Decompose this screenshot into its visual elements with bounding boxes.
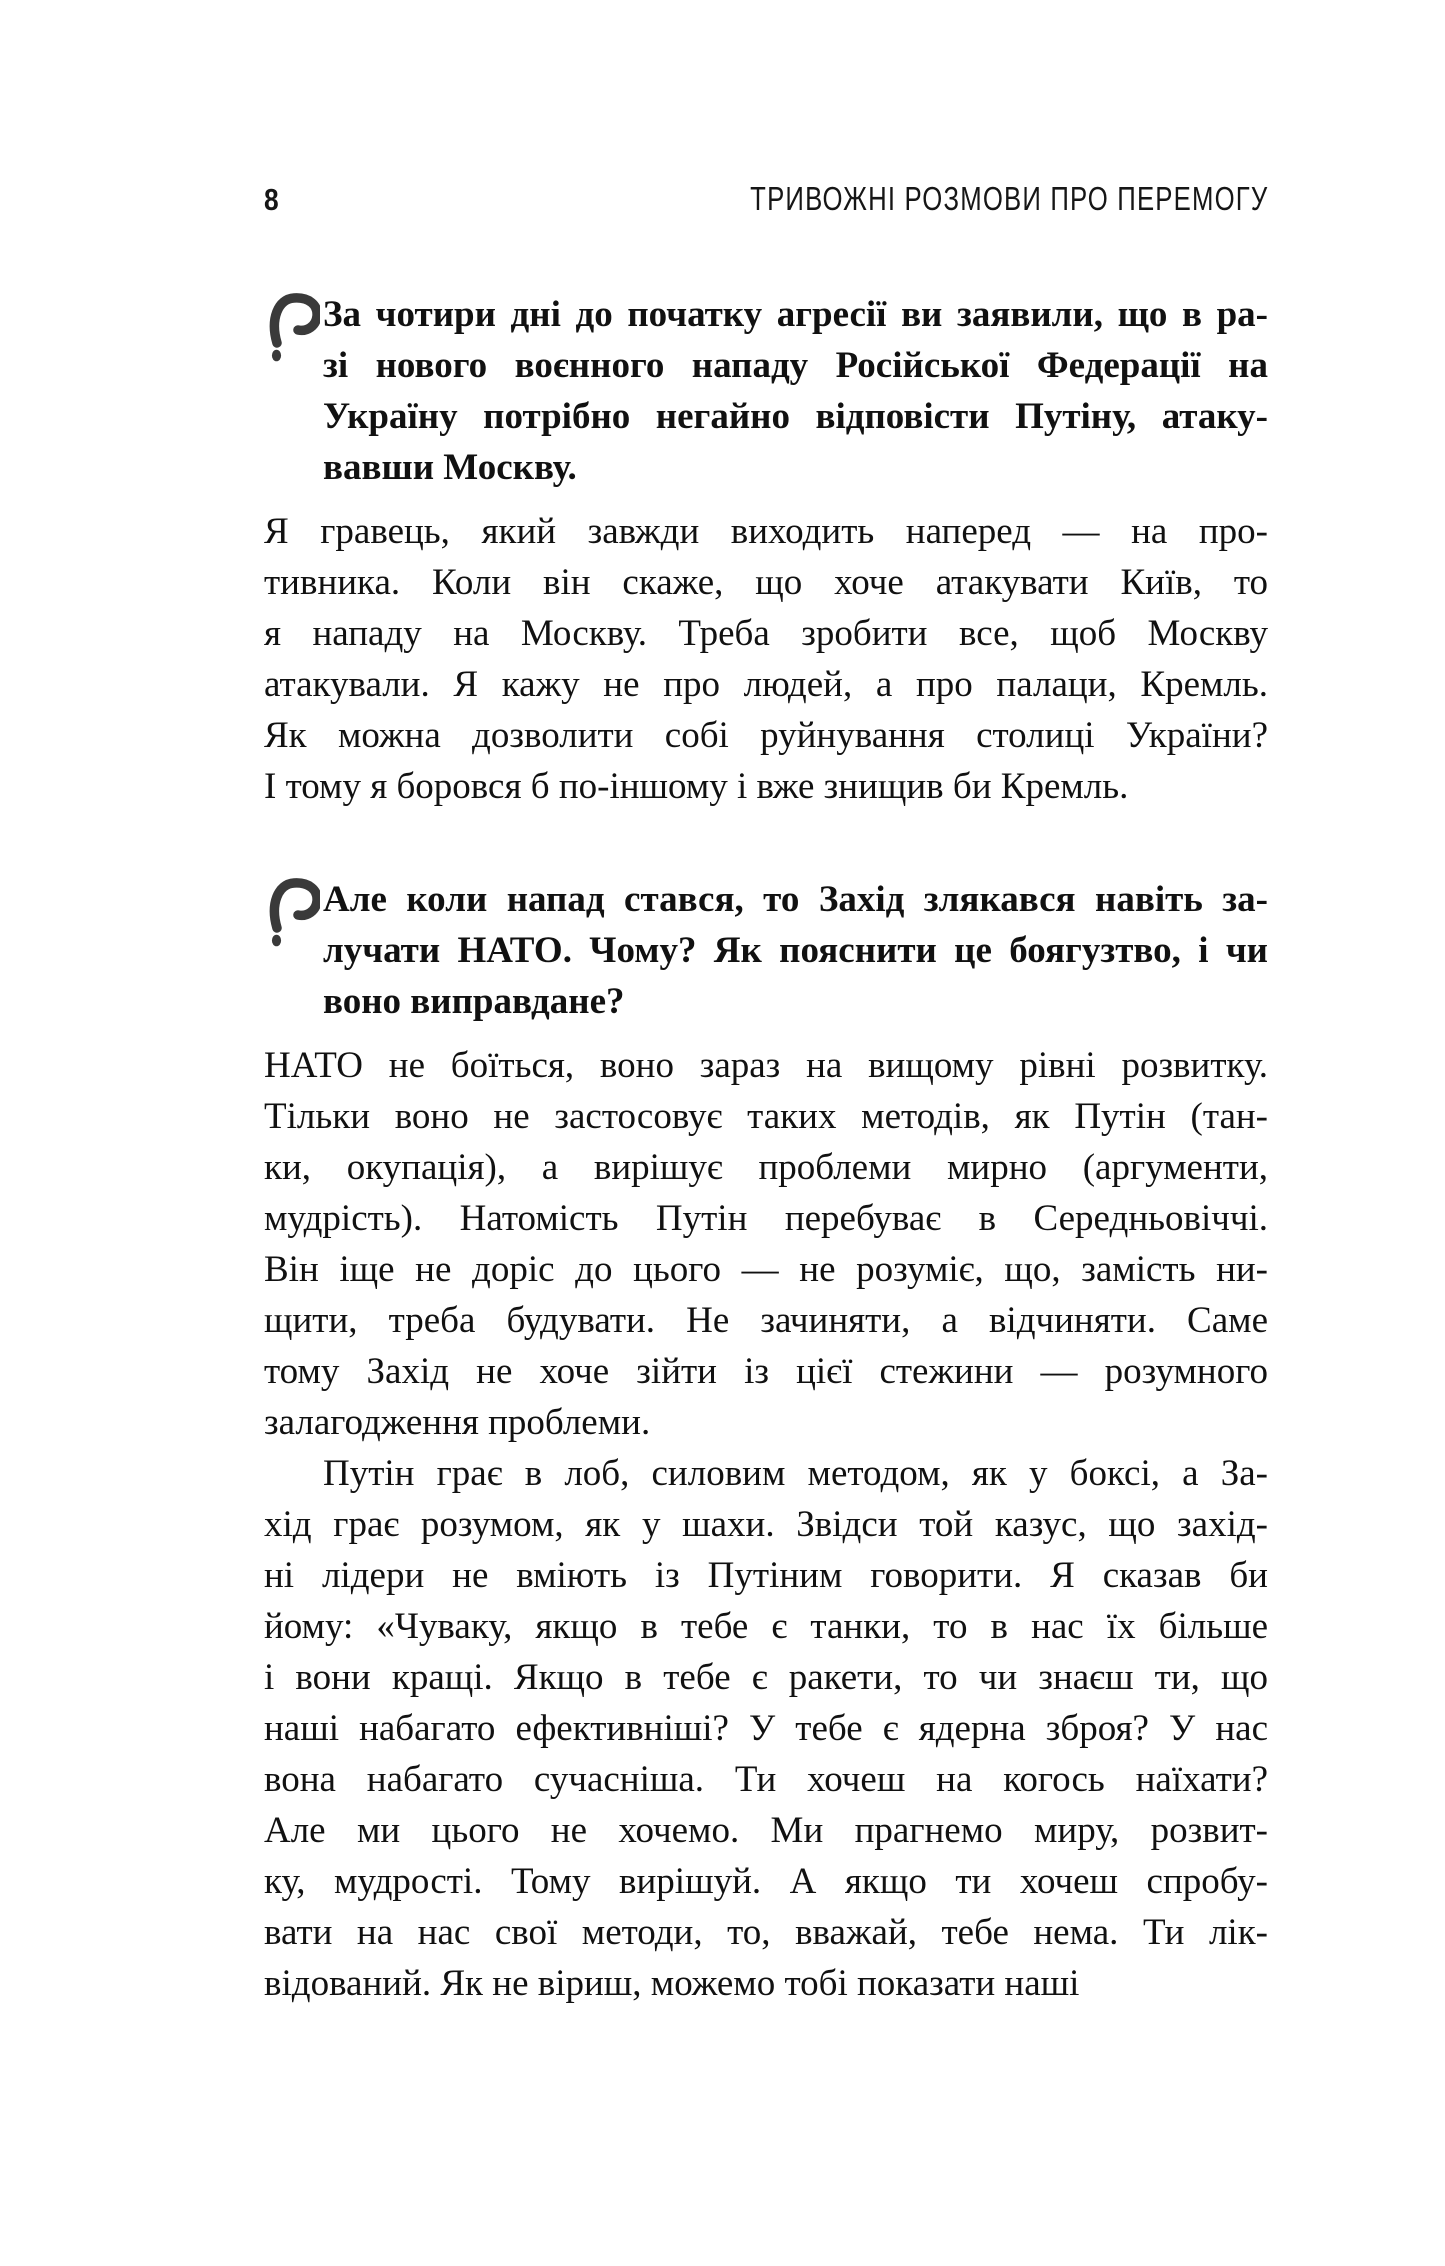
answer-line: вати на нас свої методи, то, вважай, тебе нема. Ти лік- (264, 1912, 1268, 1953)
answer-line: Як можна дозволити собі руйнування столиці України? (264, 715, 1268, 756)
answer-line: Він іще не доріс до цього — не розуміє, що, замість ни- (264, 1249, 1268, 1290)
answer-line: ку, мудрості. Тому вирішуй. А якщо ти хочеш спробу- (264, 1861, 1268, 1902)
answer-paragraph (264, 1448, 1268, 2009)
answer-line: я нападу на Москву. Треба зробити все, щоб Москву (264, 613, 1268, 654)
page-number: 8 (264, 182, 280, 217)
answer-line: відований. Як не віриш, можемо тобі показати наші (264, 1963, 1080, 2004)
answer-line: йому: «Чуваку, якщо в тебе є танки, то в нас їх більше (264, 1606, 1268, 1647)
question-mark-icon (264, 293, 320, 363)
answer-line: Але ми цього не хочемо. Ми прагнемо миру, розвит- (264, 1810, 1268, 1851)
answer-line: ки, окупація), а вирішує проблеми мирно (аргументи, (264, 1147, 1268, 1188)
question-line: воно виправдане? (323, 981, 625, 1022)
interview-text (264, 289, 1268, 2009)
question-line: зі нового воєнного нападу Російської Федерації на (323, 345, 1268, 386)
question-text (323, 289, 1268, 493)
question-line: лучати НАТО. Чому? Як пояснити це боягузтво, і чи (323, 930, 1268, 971)
answer-line: Я гравець, який завжди виходить наперед — на про- (264, 511, 1268, 552)
question-line: Україну потрібно негайно відповісти Путіну, атаку- (323, 396, 1268, 437)
interview-question (264, 289, 1268, 493)
answer-line: НАТО не боїться, воно зараз на вищому рівні розвитку. (264, 1045, 1268, 1086)
answer-line: хід грає розумом, як у шахи. Звідси той казус, що захід- (264, 1504, 1268, 1545)
answer-line: і вони кращі. Якщо в тебе є ракети, то чи знаєш ти, що (264, 1657, 1268, 1698)
answer-line: мудрість). Натомість Путін перебуває в Середньовіччі. (264, 1198, 1268, 1239)
question-line: За чотири дні до початку агресії ви заявили, що в ра- (323, 294, 1268, 335)
answer-line: вона набагато сучасніша. Ти хочеш на когось наїхати? (264, 1759, 1268, 1800)
answer-line: тивника. Коли він скаже, що хоче атакувати Київ, то (264, 562, 1268, 603)
running-title: ТРИВОЖНІ РОЗМОВИ ПРО ПЕРЕМОГУ (749, 180, 1268, 217)
question-text (323, 874, 1268, 1027)
answer-line: наші набагато ефективніші? У тебе є ядерна зброя? У нас (264, 1708, 1268, 1749)
answer-line: тому Захід не хоче зійти із цієї стежини — розумного (264, 1351, 1268, 1392)
answer-line: залагодження проблеми. (264, 1402, 651, 1443)
answer-line: І тому я боровся б по-іншому і вже знищив би Кремль. (264, 766, 1129, 807)
question-line: вавши Москву. (323, 447, 577, 488)
answer-line: щити, треба будувати. Не зачиняти, а відчиняти. Саме (264, 1300, 1268, 1341)
question-line: Але коли напад стався, то Захід злякався навіть за- (323, 879, 1268, 920)
question-mark-icon (264, 878, 320, 948)
answer-line: Тільки воно не застосовує таких методів, як Путін (тан- (264, 1096, 1268, 1137)
answer-paragraph (264, 1040, 1268, 1448)
question-mark-glyph (264, 289, 323, 493)
running-head (264, 182, 1268, 215)
interview-question (264, 874, 1268, 1027)
answer-line: атакували. Я кажу не про людей, а про палаци, Кремль. (264, 664, 1268, 705)
answer-paragraph (264, 506, 1268, 812)
question-mark-glyph (264, 874, 323, 1027)
answer-line: Путін грає в лоб, силовим методом, як у боксі, а За- (323, 1453, 1268, 1494)
text-column (264, 0, 1268, 2009)
answer-line: ні лідери не вміють із Путіним говорити. Я сказав би (264, 1555, 1268, 1596)
